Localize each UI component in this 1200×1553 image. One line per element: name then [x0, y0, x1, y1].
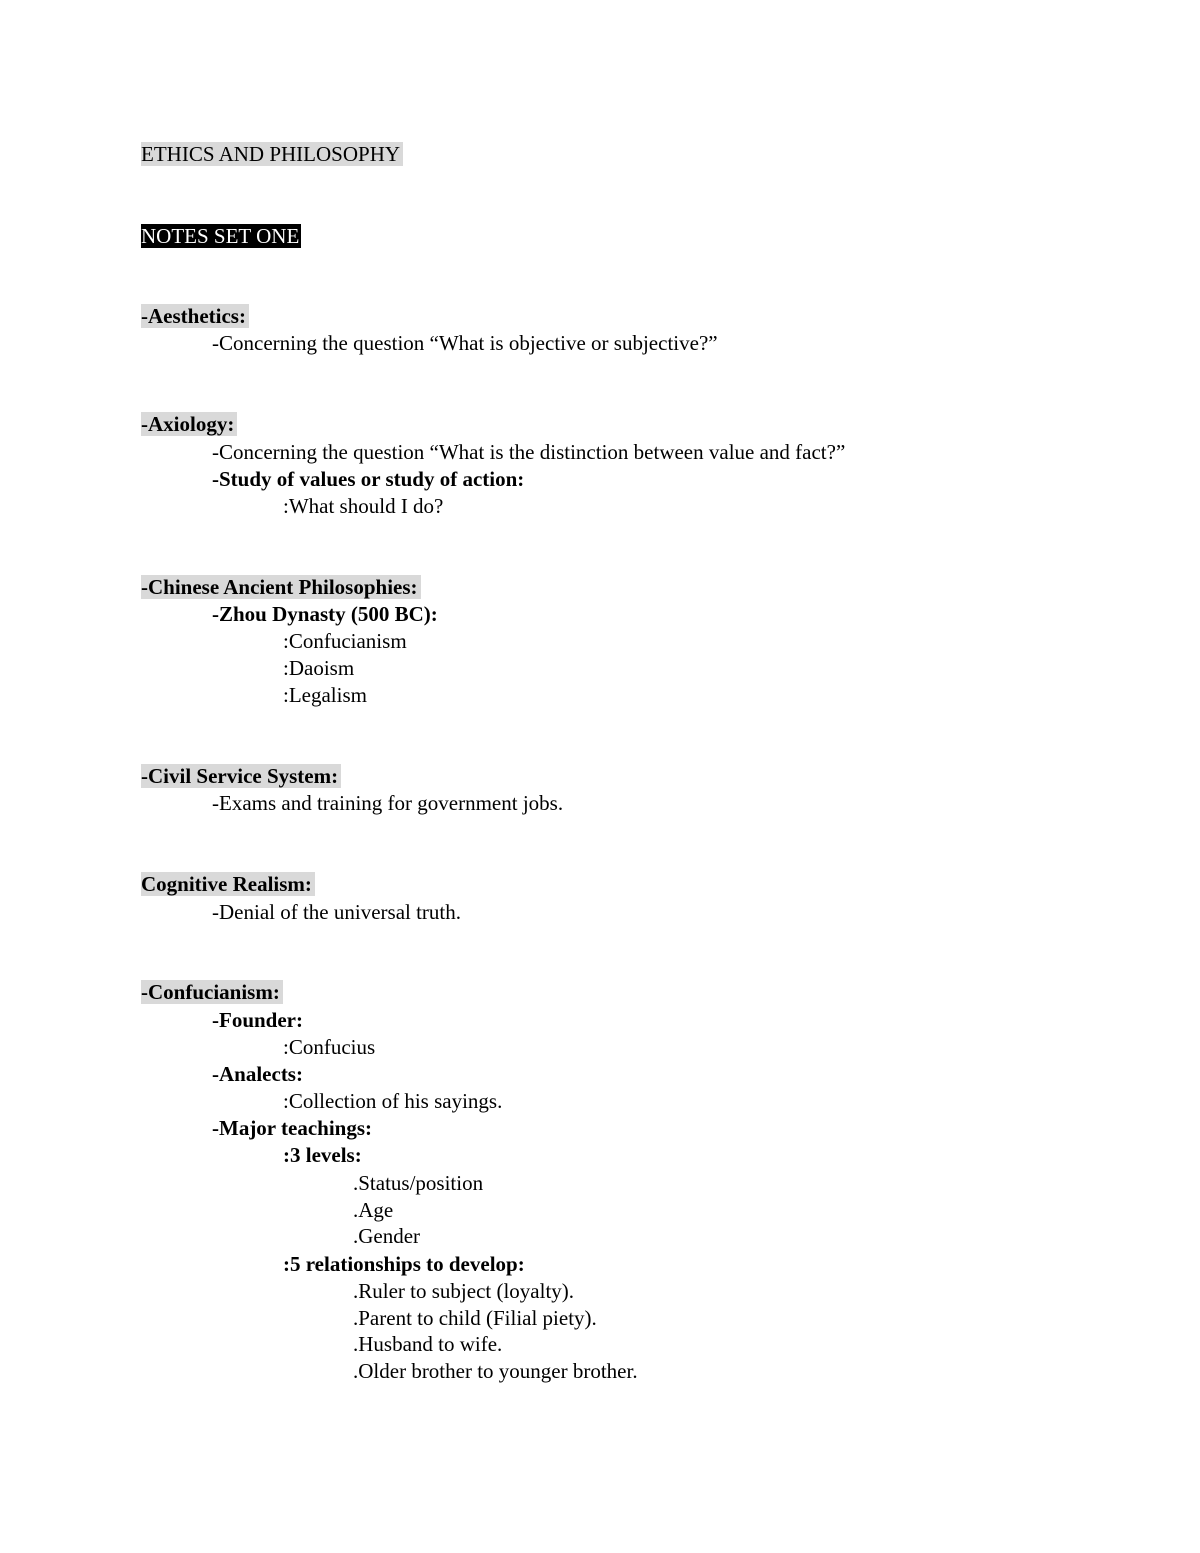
analects-heading: -Analects: — [212, 1062, 303, 1086]
list-item: .Gender — [353, 1224, 421, 1248]
list-item: .Ruler to subject (loyalty). — [353, 1279, 575, 1303]
axiology-subitem: :What should I do? — [283, 494, 444, 518]
aesthetics-heading: -Aesthetics: — [141, 304, 249, 328]
axiology-subheading: -Study of values or study of action: — [212, 467, 525, 491]
founder-value: :Confucius — [283, 1035, 376, 1059]
teachings-heading: -Major teachings: — [212, 1116, 372, 1140]
levels-heading: :3 levels: — [283, 1143, 362, 1167]
list-item: .Husband to wife. — [353, 1332, 503, 1356]
chinese-heading: -Chinese Ancient Philosophies: — [141, 575, 421, 599]
document-title: ETHICS AND PHILOSOPHY — [141, 142, 403, 166]
civil-line: -Exams and training for government jobs. — [212, 791, 564, 815]
zhou-dynasty-heading: -Zhou Dynasty (500 BC): — [212, 602, 438, 626]
list-item: .Age — [353, 1198, 394, 1222]
confucianism-heading: -Confucianism: — [141, 980, 283, 1004]
aesthetics-line: -Concerning the question “What is objective or subjective?” — [212, 331, 718, 355]
notes-set-label: NOTES SET ONE — [141, 224, 300, 248]
list-item: .Parent to child (Filial piety). — [353, 1306, 597, 1330]
analects-value: :Collection of his sayings. — [283, 1089, 503, 1113]
list-item: :Confucianism — [283, 629, 407, 653]
list-item: :Daoism — [283, 656, 355, 680]
cognitive-heading: Cognitive Realism: — [141, 872, 315, 896]
cognitive-line: -Denial of the universal truth. — [212, 900, 462, 924]
list-item: .Older brother to younger brother. — [353, 1359, 638, 1383]
axiology-line: -Concerning the question “What is the distinction between value and fact?” — [212, 440, 846, 464]
relationships-heading: :5 relationships to develop: — [283, 1252, 525, 1276]
axiology-heading: -Axiology: — [141, 412, 237, 436]
founder-heading: -Founder: — [212, 1008, 303, 1032]
civil-heading: -Civil Service System: — [141, 764, 341, 788]
list-item: .Status/position — [353, 1171, 484, 1195]
list-item: :Legalism — [283, 683, 367, 707]
